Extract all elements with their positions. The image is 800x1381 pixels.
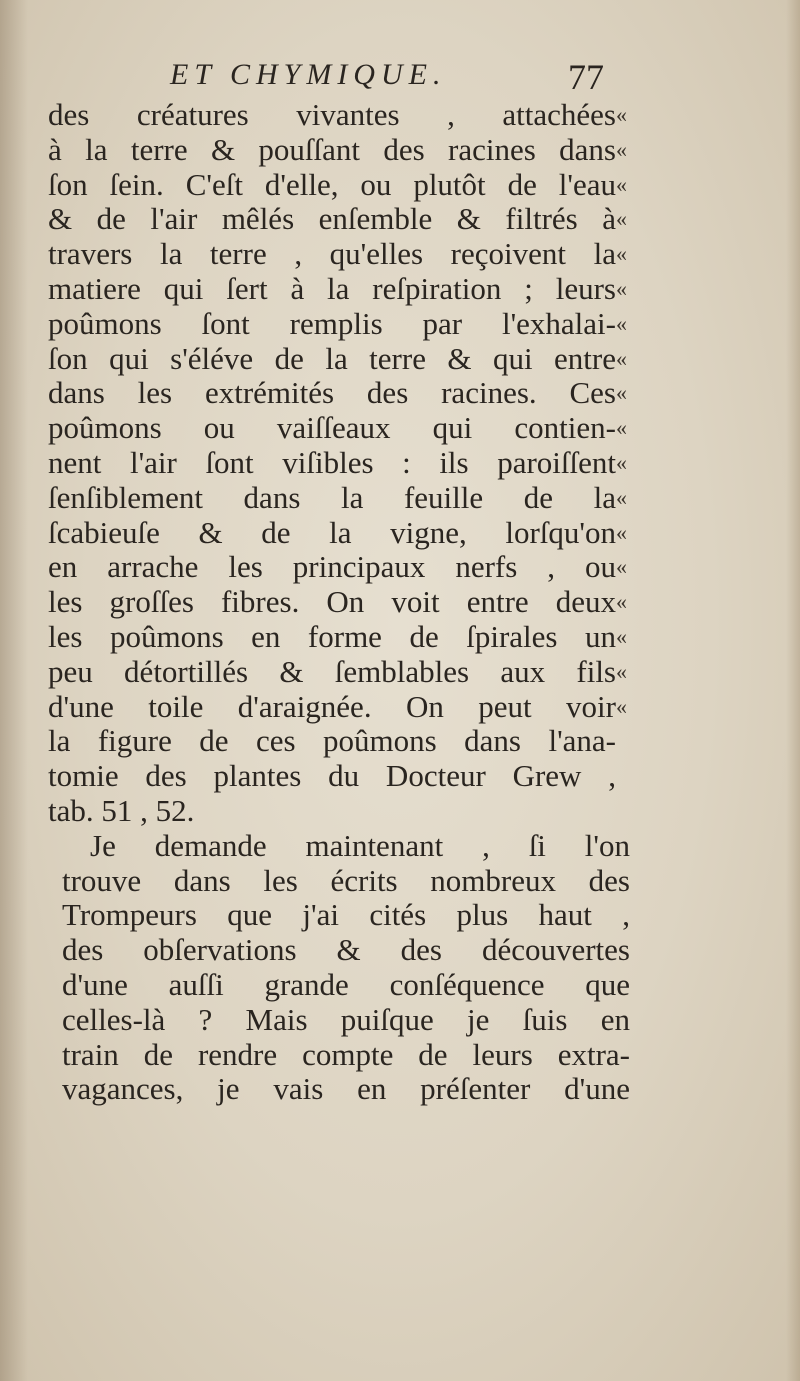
- line-text: celles-là ? Mais puiſque je ſuis en: [62, 1002, 630, 1037]
- line-text: d'une auſſi grande conſéquence que: [62, 967, 630, 1002]
- line-text: poûmons ou vaiſſeaux qui contien-: [48, 411, 616, 446]
- quote-mark: «: [616, 102, 627, 127]
- line-text: travers la terre , qu'elles reçoivent la: [48, 237, 616, 272]
- quote-mark: «: [616, 484, 627, 510]
- text-line: [0, 724, 800, 759]
- line-text: d'une toile d'araignée. On peut voir: [48, 689, 616, 724]
- line-text: ſon qui s'éléve de la terre & qui entre: [48, 341, 616, 376]
- quote-mark: «: [616, 345, 627, 371]
- text-line: [0, 655, 800, 690]
- paragraph-second: [0, 829, 800, 1107]
- line-text: des obſervations & des découvertes: [62, 933, 630, 968]
- text-line: [0, 98, 800, 133]
- line-text: en arrache les principaux nerfs , ou: [48, 550, 616, 585]
- text-line: [0, 794, 800, 829]
- paragraph-quoted: [0, 98, 800, 829]
- line-text: & de l'air mêlés enſemble & filtrés à: [48, 202, 616, 237]
- text-line: [0, 1003, 800, 1038]
- line-text: tab. 51 , 52.: [48, 793, 195, 828]
- line-text: les groſſes fibres. On voit entre deux: [48, 585, 616, 620]
- text-line: [0, 446, 800, 481]
- line-text: Je demande maintenant , ſi l'on: [90, 828, 630, 863]
- text-line: [0, 168, 800, 203]
- quote-mark: «: [616, 589, 627, 615]
- text-line: [0, 585, 800, 620]
- text-line: [0, 237, 800, 272]
- text-line: [0, 133, 800, 168]
- line-text: peu détortillés & ſemblables aux fils: [48, 654, 616, 689]
- text-line: [0, 1038, 800, 1073]
- page-number: 77: [568, 57, 604, 97]
- quote-mark: «: [616, 623, 627, 649]
- text-line: [0, 829, 800, 864]
- line-text: des créatures vivantes , attachées: [48, 98, 616, 132]
- body-text: [0, 98, 800, 1107]
- line-text: la figure de ces poûmons dans l'ana-: [48, 724, 616, 759]
- quote-mark: «: [616, 449, 627, 475]
- text-line: [0, 933, 800, 968]
- quote-mark: «: [616, 136, 627, 162]
- quote-mark: «: [616, 310, 627, 336]
- text-line: [0, 968, 800, 1003]
- text-line: [0, 202, 800, 237]
- line-text: poûmons ſont remplis par l'exhalai-: [48, 306, 616, 341]
- text-line: [0, 376, 800, 411]
- line-text: ſcabieuſe & de la vigne, lorſqu'on: [48, 515, 616, 550]
- quote-mark: «: [616, 171, 627, 197]
- text-line: [0, 864, 800, 899]
- quote-mark: «: [616, 380, 627, 406]
- text-line: [0, 550, 800, 585]
- line-text: ſon ſein. C'eſt d'elle, ou plutôt de l'eau: [48, 167, 616, 202]
- text-line: [0, 759, 800, 794]
- line-text: Trompeurs que j'ai cités plus haut ,: [62, 898, 630, 933]
- quote-mark: «: [616, 206, 627, 232]
- text-line: [0, 898, 800, 933]
- text-line: [0, 516, 800, 551]
- line-text: train de rendre compte de leurs extra-: [62, 1037, 630, 1072]
- quote-mark: «: [616, 658, 627, 684]
- quote-mark: «: [616, 415, 627, 441]
- text-line: [0, 1072, 800, 1107]
- line-text: vagances, je vais en préſenter d'une: [62, 1072, 630, 1107]
- text-line: [0, 620, 800, 655]
- line-text: nent l'air ſont viſibles : ils paroiſſent: [48, 445, 616, 480]
- text-line: [0, 690, 800, 725]
- text-line: [0, 307, 800, 342]
- text-line: [0, 272, 800, 307]
- line-text: les poûmons en forme de ſpirales un: [48, 619, 616, 654]
- text-line: [0, 411, 800, 446]
- text-line: [0, 342, 800, 377]
- quote-mark: «: [616, 693, 627, 719]
- line-text: ſenſiblement dans la feuille de la: [48, 480, 616, 515]
- line-text: trouve dans les écrits nombreux des: [62, 863, 630, 898]
- quote-mark: «: [616, 554, 627, 580]
- quote-mark: «: [616, 275, 627, 301]
- line-text: matiere qui ſert à la reſpiration ; leurs: [48, 271, 616, 306]
- line-text: tomie des plantes du Docteur Grew ,: [48, 759, 616, 794]
- page-header: [0, 56, 800, 96]
- quote-mark: «: [616, 519, 627, 545]
- line-text: à la terre & pouſſant des racines dans: [48, 132, 616, 167]
- quote-mark: «: [616, 241, 627, 267]
- line-text: dans les extrémités des racines. Ces: [48, 376, 616, 411]
- text-line: [0, 481, 800, 516]
- running-title: ET CHYMIQUE.: [170, 58, 447, 91]
